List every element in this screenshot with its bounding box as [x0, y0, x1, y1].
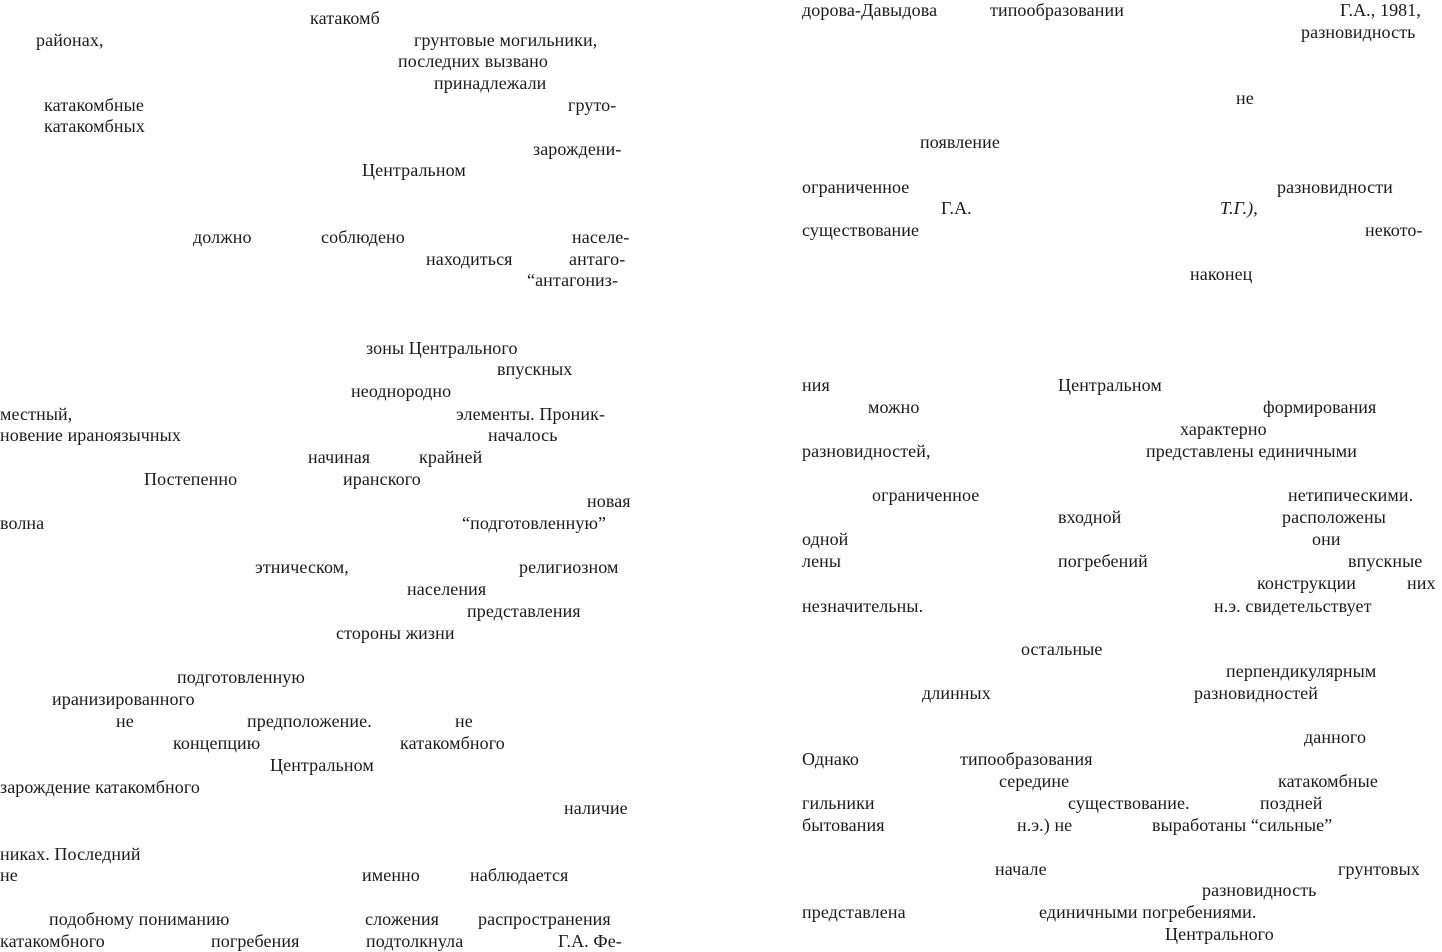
word: расположены — [1282, 507, 1386, 527]
left-page — [0, 0, 650, 952]
word: они — [1312, 529, 1341, 549]
word: Постепенно — [144, 469, 238, 489]
word: населения — [407, 579, 487, 599]
word: данного — [1304, 727, 1367, 747]
word: н.э. свидетельствует — [1214, 596, 1372, 616]
word: местный, — [0, 404, 73, 424]
word: наблюдается — [470, 865, 569, 885]
word: грунтовые могильники, — [414, 30, 598, 50]
word: середине — [999, 771, 1070, 791]
word: иранизированного — [52, 689, 195, 709]
word: стороны жизни — [336, 623, 455, 643]
word: зарождение катакомбного — [0, 777, 200, 797]
word: подтолкнула — [366, 931, 464, 951]
word: катакомбные — [1278, 771, 1378, 791]
word: лены — [802, 551, 842, 571]
word: элементы. Проник- — [456, 404, 606, 424]
word: катакомбные — [44, 95, 144, 115]
word: типообразования — [960, 749, 1093, 769]
word: конструкции — [1257, 573, 1357, 593]
word: должно — [193, 227, 252, 247]
word: наконец — [1190, 264, 1253, 284]
word: грунтовых — [1338, 859, 1420, 879]
word: начале — [995, 859, 1047, 879]
word: крайней — [419, 447, 483, 467]
word: катакомб — [310, 8, 380, 28]
word: религиозном — [519, 557, 619, 577]
word: одной — [802, 529, 849, 549]
word: длинных — [922, 683, 991, 703]
word: волна — [0, 513, 45, 533]
word: зарождени- — [533, 139, 622, 159]
word: Центральном — [362, 160, 466, 180]
word: представлена — [802, 902, 906, 922]
word: формирования — [1263, 397, 1377, 417]
word: соблюдено — [321, 227, 405, 247]
word: сложения — [365, 909, 440, 929]
word: разновидности — [1277, 177, 1393, 197]
word: Центральном — [1058, 375, 1162, 395]
right-page — [790, 0, 1442, 952]
word: них — [1407, 573, 1436, 593]
word: населе- — [572, 227, 630, 247]
word: впускные — [1348, 551, 1423, 571]
word: разновидностей — [1194, 683, 1318, 703]
word: Г.А. — [941, 198, 972, 218]
word: ограниченное — [872, 485, 980, 505]
word: зоны Центрального — [366, 338, 518, 358]
word: представления — [467, 601, 581, 621]
word: существование — [802, 220, 920, 240]
word: груто- — [568, 95, 617, 115]
word: Однако — [802, 749, 859, 769]
word: не — [455, 711, 473, 731]
word: погребений — [1058, 551, 1148, 571]
word: распространения — [478, 909, 611, 929]
word: разновидностей, — [802, 441, 931, 461]
word: катакомбного — [0, 931, 105, 951]
word: бытования — [802, 815, 885, 835]
word: принадлежали — [434, 73, 547, 93]
word: можно — [868, 397, 920, 417]
word: никах. Последний — [0, 844, 141, 864]
word: находиться — [426, 249, 513, 269]
word: дорова-Давыдова — [802, 0, 938, 20]
word: новая — [587, 491, 631, 511]
word: подобному пониманию — [49, 909, 230, 929]
word: “антагониз- — [527, 270, 619, 290]
word: не — [116, 711, 134, 731]
word: началось — [488, 425, 558, 445]
word: выработаны “сильные” — [1152, 815, 1333, 835]
word: разновидность — [1202, 880, 1317, 900]
word: Центральном — [270, 755, 374, 775]
word: Г.А. Фе- — [558, 931, 622, 951]
word: остальные — [1021, 639, 1103, 659]
word: новение ираноязычных — [0, 425, 181, 445]
word: разновидность — [1301, 22, 1416, 42]
word: н.э.) не — [1017, 815, 1073, 835]
word: входной — [1058, 507, 1122, 527]
word: поздней — [1260, 793, 1323, 813]
word: не — [1236, 88, 1254, 108]
word: единичными погребениями. — [1039, 902, 1257, 922]
word: появление — [920, 132, 1000, 152]
word: неоднородно — [351, 381, 452, 401]
word: некото- — [1365, 220, 1423, 240]
word: “подготовленную” — [462, 513, 607, 533]
word: перпендикулярным — [1226, 661, 1377, 681]
word: катакомбного — [400, 733, 505, 753]
word: концепцию — [173, 733, 261, 753]
word: подготовленную — [177, 667, 305, 687]
word: этническом, — [255, 557, 349, 577]
word: предположение. — [247, 711, 372, 731]
word: наличие — [564, 798, 628, 818]
word: погребения — [211, 931, 300, 951]
word: существование. — [1068, 793, 1190, 813]
word: типообразовании — [990, 0, 1124, 20]
word: ограниченное — [802, 177, 910, 197]
word: впускных — [497, 359, 573, 379]
word: антаго- — [569, 249, 626, 269]
word: нетипическими. — [1288, 485, 1414, 505]
word: начиная — [308, 447, 371, 467]
word: иранского — [343, 469, 421, 489]
word: характерно — [1180, 419, 1267, 439]
word: именно — [362, 865, 420, 885]
word: Г.А., 1981, — [1340, 0, 1421, 20]
word: ния — [802, 375, 830, 395]
word: незначительны. — [802, 596, 924, 616]
word: Т.Г.), — [1220, 198, 1258, 218]
word: не — [0, 865, 18, 885]
word: Центрального — [1165, 924, 1274, 944]
word: катакомбных — [44, 116, 145, 136]
word: гильники — [802, 793, 875, 813]
word: последних вызвано — [398, 51, 549, 71]
word: районах, — [36, 30, 104, 50]
word: представлены единичными — [1146, 441, 1357, 461]
